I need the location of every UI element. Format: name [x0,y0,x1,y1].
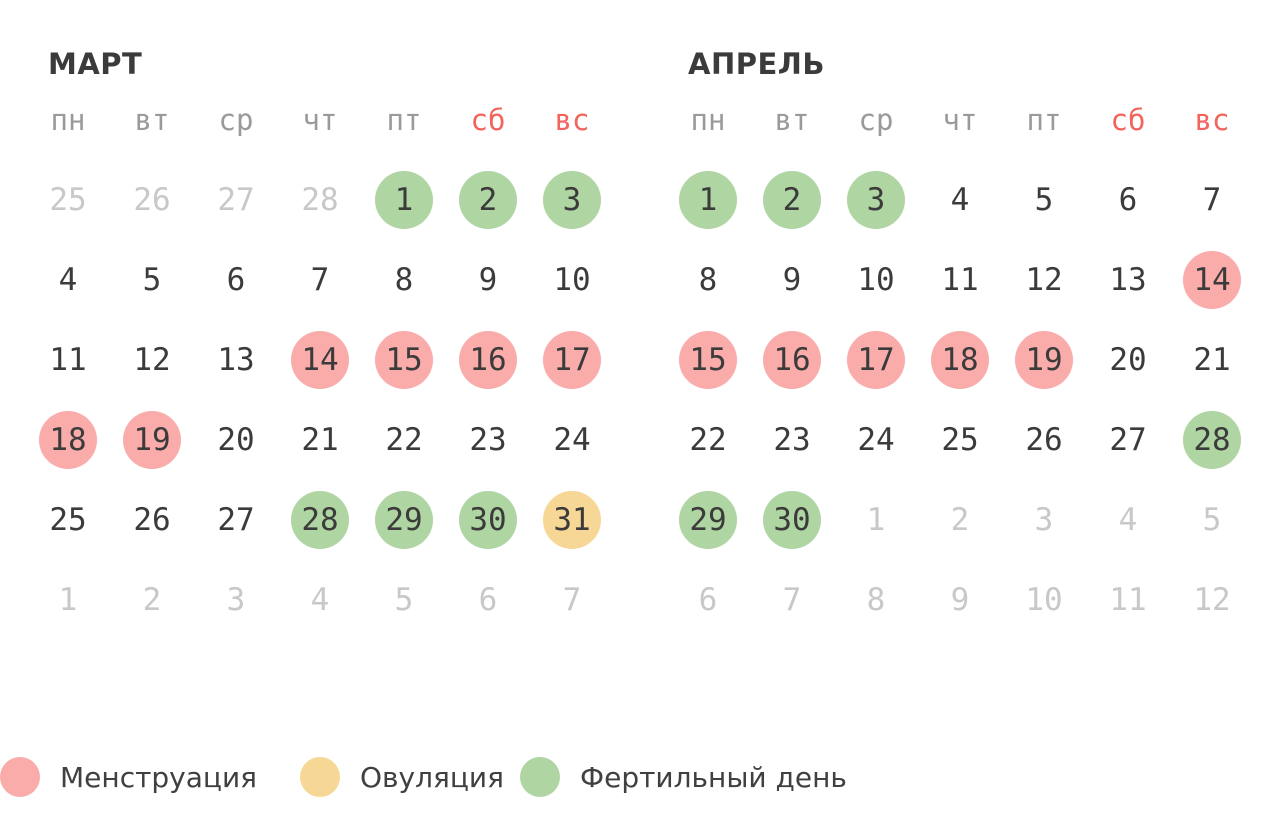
day-number: 19 [123,411,181,469]
legend-item-ovulation [300,756,504,798]
day-number: 22 [385,422,423,458]
day-cell [1002,400,1086,480]
day-cell [1086,560,1170,640]
day-cell [110,160,194,240]
day-number: 13 [217,342,255,378]
day-cell [362,560,446,640]
day-cell [918,560,1002,640]
day-cell [1086,320,1170,400]
day-number: 7 [1202,182,1222,218]
day-cell [1170,560,1254,640]
weekday-header-пн: пн [690,103,726,137]
day-cell [530,320,614,400]
day-number: 17 [543,331,601,389]
day-number: 10 [857,262,895,298]
day-cell [530,480,614,560]
day-cell [834,160,918,240]
day-cell [26,560,110,640]
day-cell [1086,480,1170,560]
day-cell [1086,160,1170,240]
day-number: 3 [226,582,246,618]
day-cell [278,480,362,560]
day-cell [26,240,110,320]
day-cell [110,240,194,320]
month-grid-march [26,80,614,640]
day-number: 4 [950,182,970,218]
day-cell [918,160,1002,240]
day-cell [362,320,446,400]
day-cell [1086,240,1170,320]
day-number: 4 [58,262,78,298]
day-number: 21 [301,422,339,458]
day-number: 21 [1193,342,1231,378]
day-cell [666,240,750,320]
day-number: 28 [291,491,349,549]
day-cell [278,240,362,320]
day-number: 6 [478,582,498,618]
day-number: 5 [1202,502,1222,538]
day-number: 2 [459,171,517,229]
day-number: 13 [1109,262,1147,298]
day-cell [446,160,530,240]
day-number: 16 [763,331,821,389]
day-cell [918,240,1002,320]
month-title-march: МАРТ [48,47,143,81]
day-cell [446,240,530,320]
day-cell [666,560,750,640]
day-number: 2 [950,502,970,538]
day-cell [918,320,1002,400]
day-number: 14 [291,331,349,389]
day-number: 26 [133,182,171,218]
day-cell [1170,480,1254,560]
day-cell [834,320,918,400]
day-cell [362,480,446,560]
day-number: 10 [1025,582,1063,618]
day-number: 26 [133,502,171,538]
day-number: 20 [1109,342,1147,378]
day-number: 31 [543,491,601,549]
day-cell [110,320,194,400]
weekday-header-чт: чт [942,103,978,137]
day-number: 7 [562,582,582,618]
day-number: 6 [698,582,718,618]
day-number: 11 [941,262,979,298]
day-cell [278,160,362,240]
month-grid-april [666,80,1254,640]
legend-label: Фертильный день [580,760,847,794]
day-cell [446,400,530,480]
weekday-header-вт: вт [134,103,170,137]
day-number: 27 [1109,422,1147,458]
day-cell [530,240,614,320]
day-number: 4 [310,582,330,618]
day-cell [1170,400,1254,480]
month-april [666,48,1254,640]
day-cell [530,160,614,240]
day-number: 24 [553,422,591,458]
day-cell [194,320,278,400]
day-cell [666,400,750,480]
day-cell [194,160,278,240]
day-number: 10 [553,262,591,298]
day-number: 27 [217,182,255,218]
day-cell [834,560,918,640]
day-number: 29 [375,491,433,549]
weekday-header-ср: ср [218,103,254,137]
day-number: 14 [1183,251,1241,309]
day-number: 2 [763,171,821,229]
day-number: 7 [782,582,802,618]
day-number: 6 [226,262,246,298]
day-cell [1170,160,1254,240]
day-cell [110,400,194,480]
day-cell [278,400,362,480]
legend-label: Овуляция [360,760,504,794]
legend-item-menstruation [0,756,257,798]
day-number: 18 [39,411,97,469]
day-number: 5 [394,582,414,618]
legend-label: Менструация [60,760,257,794]
day-cell [446,480,530,560]
day-number: 4 [1118,502,1138,538]
day-cell [26,480,110,560]
weekday-header-чт: чт [302,103,338,137]
ovulation-dot-icon [300,757,340,797]
day-cell [834,480,918,560]
day-number: 18 [931,331,989,389]
day-cell [194,240,278,320]
day-cell [26,400,110,480]
day-cell [446,560,530,640]
day-cell [1002,560,1086,640]
legend [0,756,1280,798]
day-number: 11 [49,342,87,378]
day-number: 15 [375,331,433,389]
weekday-header-пт: пт [386,103,422,137]
day-cell [1002,240,1086,320]
day-number: 9 [782,262,802,298]
day-number: 1 [58,582,78,618]
day-cell [26,160,110,240]
day-number: 27 [217,502,255,538]
day-number: 1 [375,171,433,229]
day-number: 8 [866,582,886,618]
day-cell [530,560,614,640]
day-cell [110,480,194,560]
day-cell [110,560,194,640]
weekday-header-сб: сб [470,103,506,137]
day-cell [194,560,278,640]
weekday-header-ср: ср [858,103,894,137]
day-number: 25 [941,422,979,458]
weekday-header-пт: пт [1026,103,1062,137]
day-number: 12 [133,342,171,378]
day-cell [666,160,750,240]
legend-item-fertile [520,756,847,798]
day-number: 8 [394,262,414,298]
day-cell [918,480,1002,560]
weekday-header-вт: вт [774,103,810,137]
day-number: 6 [1118,182,1138,218]
day-number: 24 [857,422,895,458]
day-number: 20 [217,422,255,458]
day-number: 16 [459,331,517,389]
day-cell [1002,480,1086,560]
day-cell [750,320,834,400]
menstruation-dot-icon [0,757,40,797]
day-cell [666,480,750,560]
day-number: 30 [459,491,517,549]
day-number: 25 [49,182,87,218]
weekday-header-сб: сб [1110,103,1146,137]
day-number: 12 [1193,582,1231,618]
day-number: 3 [847,171,905,229]
day-number: 28 [301,182,339,218]
day-cell [1170,320,1254,400]
day-cell [834,400,918,480]
day-number: 3 [543,171,601,229]
day-cell [750,240,834,320]
day-cell [26,320,110,400]
day-number: 19 [1015,331,1073,389]
day-cell [530,400,614,480]
day-number: 5 [142,262,162,298]
day-number: 5 [1034,182,1054,218]
day-number: 28 [1183,411,1241,469]
day-cell [666,320,750,400]
month-march [26,48,614,640]
month-title-april: АПРЕЛЬ [688,47,825,81]
day-cell [918,400,1002,480]
day-cell [834,240,918,320]
day-cell [278,560,362,640]
day-cell [750,400,834,480]
day-cell [362,160,446,240]
day-number: 7 [310,262,330,298]
weekday-header-вс: вс [1194,103,1230,137]
day-number: 22 [689,422,727,458]
day-cell [446,320,530,400]
weekday-header-вс: вс [554,103,590,137]
day-cell [278,320,362,400]
day-number: 23 [773,422,811,458]
day-number: 12 [1025,262,1063,298]
day-cell [194,400,278,480]
day-number: 15 [679,331,737,389]
day-number: 17 [847,331,905,389]
day-number: 2 [142,582,162,618]
day-number: 1 [866,502,886,538]
fertile-dot-icon [520,757,560,797]
day-number: 23 [469,422,507,458]
day-number: 11 [1109,582,1147,618]
day-number: 9 [950,582,970,618]
day-number: 8 [698,262,718,298]
day-cell [1002,160,1086,240]
day-cell [362,400,446,480]
day-number: 1 [679,171,737,229]
day-number: 25 [49,502,87,538]
weekday-header-пн: пн [50,103,86,137]
day-cell [194,480,278,560]
day-cell [1086,400,1170,480]
day-cell [1170,240,1254,320]
day-cell [750,480,834,560]
day-cell [1002,320,1086,400]
day-cell [750,160,834,240]
day-number: 30 [763,491,821,549]
day-number: 3 [1034,502,1054,538]
day-number: 9 [478,262,498,298]
day-number: 26 [1025,422,1063,458]
day-cell [750,560,834,640]
day-cell [362,240,446,320]
day-number: 29 [679,491,737,549]
